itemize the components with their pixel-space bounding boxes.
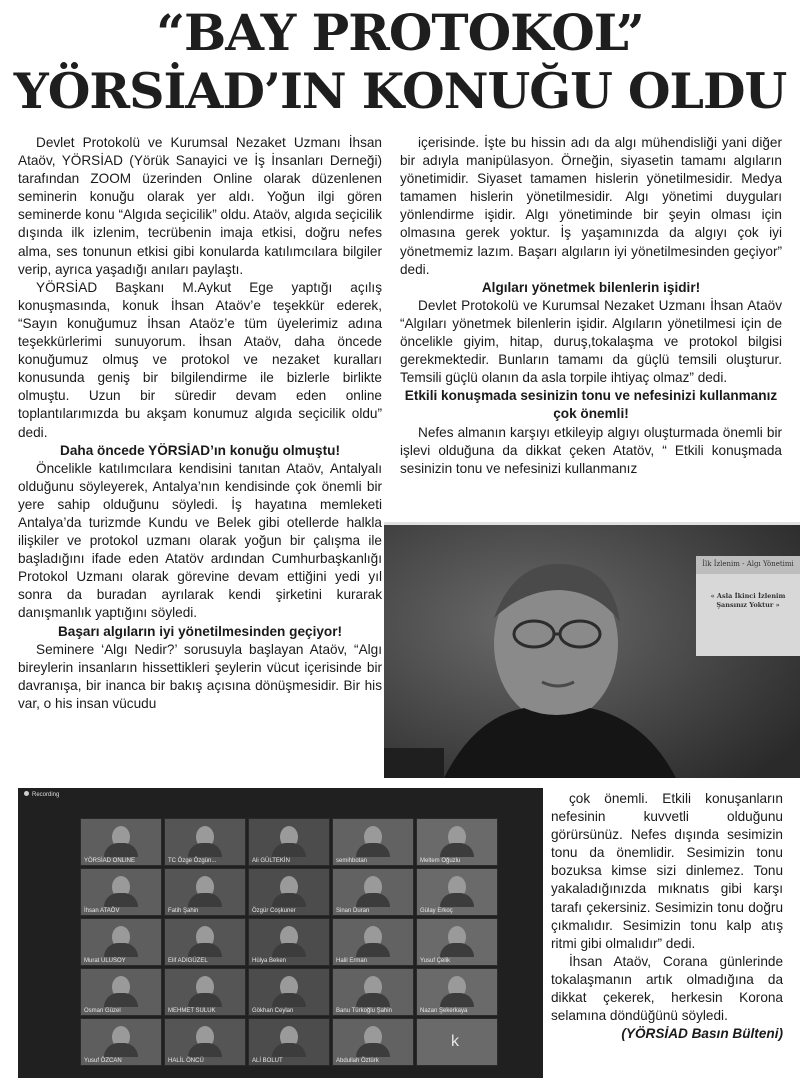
participant-tile xyxy=(416,968,498,1016)
participant-body xyxy=(188,843,222,857)
speaker-photo xyxy=(384,522,800,778)
participant-name: Meltem Oğuzlu xyxy=(420,858,461,864)
participant-body xyxy=(188,943,222,957)
headline-line-2: YÖRSİAD’IN KONUĞU OLDU xyxy=(13,62,787,120)
subheading: Daha öncede YÖRSİAD’ın konuğu olmuştu! xyxy=(60,442,340,458)
participant-tile xyxy=(416,918,498,966)
participant-name: semihbotan xyxy=(336,858,368,864)
participant-tile xyxy=(332,968,414,1016)
paragraph: Seminere ‘Algı Nedir?’ sorusuyla başlayan Ataöv, “Algı bireylerin insanların hissettikleri şeylerin vücut içerisinde bir davranışa, bir inanca bir bakış açısına dönüşmesidir. Bir his var, o his insan vücudu xyxy=(18,641,382,711)
headline xyxy=(0,4,800,120)
participant-tile xyxy=(80,918,162,966)
paragraph: Devlet Protokolü ve Kurumsal Nezaket Uzmanı İhsan Ataöv, YÖRSİAD (Yörük Sanayici ve İş İnsanları Derneği) tarafından ZOOM üzerinden Online olarak düzenlenen seminerin konuğu olarak yer aldı. Yoğun ilgi gören seminerde konu “Algıda seçicilik” oldu. Ataöv, algıda seçicilik dışında ilk izlenim, tecrübenin imaja etkisi, doğru nefes alma, ses tonunun etkisi gibi konularda katılımcılara bilgiler verip, ayrıca yaşadığı anıları paylaştı. xyxy=(18,135,382,277)
participant-body xyxy=(356,943,390,957)
participant-name: Halil Erman xyxy=(336,958,368,964)
participant-tile xyxy=(164,1018,246,1066)
participant-body xyxy=(356,893,390,907)
participant-name: Banu Türkoğlu Şahin xyxy=(336,1008,392,1014)
participant-body xyxy=(104,993,138,1007)
headline-line-1: “BAY PROTOKOL” xyxy=(156,3,644,62)
participant-body xyxy=(272,943,306,957)
participant-tile xyxy=(332,918,414,966)
participant-name: HALİL ÖNCÜ xyxy=(168,1058,204,1064)
recording-indicator: Recording xyxy=(24,791,59,798)
participant-body xyxy=(356,993,390,1007)
participant-name: YÖRSİAD ONLINE xyxy=(84,858,136,864)
participant-body xyxy=(440,993,474,1007)
participant-tile xyxy=(248,918,330,966)
paragraph: Nefes almanın karşıyı etkileyip algıyı oluşturmada önemli bir işlevi olduğuna da dikkat çeken Atatöv, “ Etkili konuşmada sesinizin tonu ve nefesinizi kullanmanız xyxy=(400,424,782,476)
participant-tile xyxy=(332,1018,414,1066)
participant-tile xyxy=(164,918,246,966)
participant-name: Gülay Erkoç xyxy=(420,908,453,914)
participant-name: ALİ BOLUT xyxy=(252,1058,283,1064)
participant-name: Murat ULUSOY xyxy=(84,958,126,964)
participant-name: Yusuf Çelik xyxy=(420,958,451,964)
paragraph: içerisinde. İşte bu hissin adı da algı mühendisliği yani diğer bir adıyla manipülasyon. Örneğin, siyasetin tamamı algıların yönetimidir. Siyaset tamamen hislerin yönetilmesidir. Medya tamamen hislerin yönetilmesidir. Algı yönetimi duyguları yönlendirme işidir. Algı yönetiminde bir şeyin olması için olmasına gerek yoktur. İş yaşamınızda da algıyı çok iyi yönetmemiz lazım. Başarı algıların iyi yönetilmesinden geçiyor” dedi. xyxy=(400,135,782,277)
participant-name: MEHMET SULUK xyxy=(168,1008,216,1014)
participant-body xyxy=(440,843,474,857)
participant-body xyxy=(188,893,222,907)
participant-tile xyxy=(248,968,330,1016)
participant-tile xyxy=(164,818,246,866)
subheading: Algıları yönetmek bilenlerin işidir! xyxy=(481,279,701,295)
participant-body xyxy=(356,1043,390,1057)
participant-name: Nazan Şekerkaya xyxy=(420,1008,468,1014)
participant-tile xyxy=(80,968,162,1016)
participant-name: Elif ADIGÜZEL xyxy=(168,958,208,964)
source-credit: (YÖRSİAD Basın Bülteni) xyxy=(621,1026,783,1042)
participant-name: Hülya Beken xyxy=(252,958,287,964)
participant-name: Sinan Duran xyxy=(336,908,370,914)
participant-body xyxy=(188,1043,222,1057)
participant-body xyxy=(188,993,222,1007)
participant-body xyxy=(272,843,306,857)
article-column-1 xyxy=(18,134,382,713)
participant-body xyxy=(272,893,306,907)
participant-body xyxy=(356,843,390,857)
participant-name: k xyxy=(451,1033,459,1050)
participant-body xyxy=(272,993,306,1007)
participant-tile xyxy=(80,868,162,916)
paragraph: YÖRSİAD Başkanı M.Aykut Ege yaptığı açılış konuşmasında, konuk İhsan Ataöv’e teşekkür ederek, “Sayın konuğumuz İhsan Ataöz’e tüm üyelerimiz adına teşekkürlerimi sunuyorum. İhsan Ataöv, daha öncede konuğumuz olmuş ve protokol ve nezaket kuralları konusunda geniş bir bilgilendirme ile bizlerle birlikte olmuştu. Uzun bir süredir devam eden online toplantılarımızda bu akşam konumuz algıda seçicilik oldu” dedi. xyxy=(18,279,382,440)
article-column-3 xyxy=(551,790,783,1043)
participant-tile xyxy=(248,1018,330,1066)
participant-body xyxy=(440,893,474,907)
participant-name: Özgür Coşkuner xyxy=(252,908,296,914)
participant-body xyxy=(440,943,474,957)
article-column-2 xyxy=(400,134,782,478)
paragraph: Öncelikle katılımcılara kendisini tanıtan Ataöv, Antalyalı olduğunu söyleyerek, Antalya’nın kendisinde çok önemli bir yere sahip olduğunu söyledi. İş hayatına memleketi Antalya’da turizmde Kundu ve Belek gibi otellerde halkla ilişkiler ve protokol uzmanı olarak yoğun bir çalışma ile başladığını ifade eden Atatöv ardından Cumhurbaşkanlığı Protokol Uzmanı olarak görevine devam ettiğini yedi yıl sonra da buradan ayrılarak kendi şirketini kurarak danışmanlık yaptığını söyledi. xyxy=(18,460,382,621)
participant-name: Abdullah Öztürk xyxy=(336,1058,379,1064)
participant-tile xyxy=(416,868,498,916)
participant-body xyxy=(104,843,138,857)
participant-name: Yusuf ÖZCAN xyxy=(84,1058,122,1064)
participant-tile xyxy=(416,818,498,866)
participant-name: Fatih Şahin xyxy=(168,908,199,914)
participant-body xyxy=(104,1043,138,1057)
participant-tile xyxy=(80,818,162,866)
participant-name: İhsan ATAÖV xyxy=(84,908,120,914)
participant-body xyxy=(272,1043,306,1057)
subheading: Etkili konuşmada sesinizin tonu ve nefesinizi kullanmanız çok önemli! xyxy=(404,388,778,422)
participant-tile xyxy=(164,968,246,1016)
participant-tile xyxy=(332,818,414,866)
paragraph: İhsan Ataöv, Corana günlerinde tokalaşmanın artık olmadığına da dikkat çekerek, herkesin Korona selamına döndüğünü söyledi. xyxy=(551,953,783,1024)
participant-body xyxy=(104,943,138,957)
participant-tile xyxy=(164,868,246,916)
participant-name: Ali GÜLTEKİN xyxy=(252,858,290,864)
participant-tile xyxy=(80,1018,162,1066)
zoom-meeting-screenshot xyxy=(18,788,543,1078)
participant-tile xyxy=(248,868,330,916)
participant-name: Gökhan Ceylan xyxy=(252,1008,294,1014)
participant-body xyxy=(104,893,138,907)
participant-tile xyxy=(416,1018,498,1066)
subheading: Başarı algıların iyi yönetilmesinden geçiyor! xyxy=(57,623,343,639)
paragraph: çok önemli. Etkili konuşanların nefesinin kuvvetli olduğunu görürsünüz. Nefes dışında sesimizin tonu da önemlidir. Sesimizin tonu bozuksa kimse sizi dinlemez. Tonu yakaladığınızda mıknatıs gibi karşı tarafı çekersiniz. Sesimizin tonu doğru çıkmalıdır. Sesimizin tonu kalp atış ritmi gibi olmalıdır” dedi. xyxy=(551,791,783,951)
slide-title: İlk İzlenim - Algı Yönetimi xyxy=(702,560,794,568)
participant-tile xyxy=(248,818,330,866)
participant-name: Osman Güzel xyxy=(84,1008,121,1014)
paragraph: Devlet Protokolü ve Kurumsal Nezaket Uzmanı İhsan Ataöv “Algıları yönetmek bilenlerin işidir. Algıların yönetilmesi için de öncelikle giyim, hitap, duruş,tokalaşma ve protokol bilgisi gerekmektedir. Bunların tamamı da güçlü temsili oluşturur. Temsili güçlü olanın da asla torpile ihtiyaç olmaz” dedi. xyxy=(400,297,782,386)
participant-name: TC Özge Özgün... xyxy=(168,858,217,864)
participant-tile xyxy=(332,868,414,916)
slide-text: « Asla İkinci İzlenim Şansınız Yoktur » xyxy=(710,592,786,609)
